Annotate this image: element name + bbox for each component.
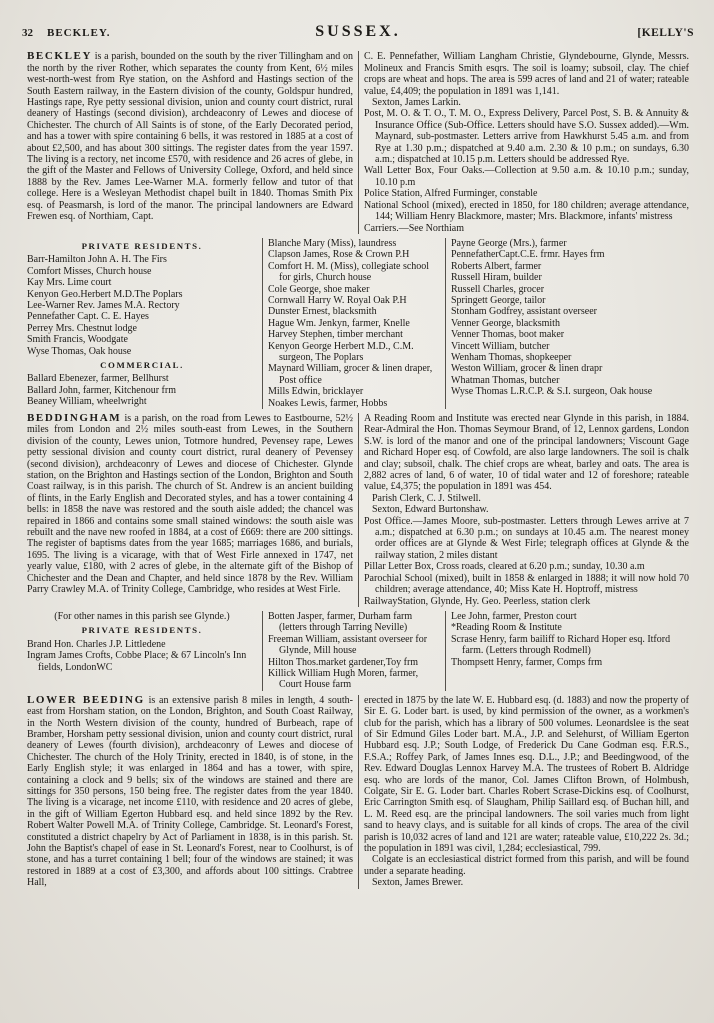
private-residents-heading: PRIVATE RESIDENTS. [81,240,203,251]
beddingham-pillar-letter-box-line: Pillar Letter Box, Cross roads, cleared at 6.20 p.m.; sunday, 10.30 a.m [364,561,645,573]
beckley-commercial-column-2 [263,238,445,409]
lower-beeding-parish-name: LOWER BEEDING [27,693,145,706]
resident-entry: Kay Mrs. Lime court [27,277,112,289]
trade-entry: Russell Hiram, builder [451,272,542,284]
beddingham-post-office-line: Post Office.—James Moore, sub-postmaster. Letters through Lewes arrive at 7 a.m.; dispatched at 6.30 p.m.; on sundays at 10.45 a.m. The nearest money order offices are at Glynde & West Firle; telegraph offices at Glynde & the railway station, 2 miles distant [364,515,689,561]
lower-beeding-colgate-paragraph: Colgate is an ecclesiastical district formed from this parish, and will be found under a separate heading. [364,854,689,877]
beddingham-right-column [359,413,694,607]
band-beddingham-lists [22,611,694,691]
private-residents-heading: PRIVATE RESIDENTS. [81,625,203,636]
beddingham-commercial-list-2 [268,611,440,691]
beddingham-private-residents-list [27,639,257,673]
resident-entry: Smith Francis, Woodgate [27,334,128,346]
trade-entry: Maynard William, grocer & linen draper, Post office [268,363,433,386]
trade-entry: Freeman William, assistant overseer for Glynde, Mill house [268,633,428,657]
trade-entry: Comfort H. M. (Miss), collegiate school for girls, Church house [268,260,430,284]
band-beddingham [22,413,694,607]
running-title-left: BECKLEY. [47,27,111,39]
trade-entry: Wyse Thomas L.R.C.P. & S.I. surgeon, Oak house [451,386,653,398]
lower-beeding-right-column [359,695,694,889]
beckley-private-residents-list [27,254,257,357]
resident-entry: Ingram James Crofts, Cobbe Place; & 67 Lincoln's Inn fields, LondonWC [27,650,247,673]
beddingham-commercial-column-2 [263,611,445,691]
beddingham-parish-name: BEDDINGHAM [27,412,122,424]
trade-entry: PennefatherCapt.C.E. frmr. Hayes frm [451,249,605,261]
trade-entry: Wenham Thomas, shopkeeper [451,351,572,363]
trade-entry: Stonham Godfrey, assistant overseer [451,306,597,318]
trade-entry: Lee John, farmer, Preston court [451,610,577,622]
beddingham-school-line: Parochial School (mixed), built in 1858 & enlarged in 1888; it will now hold 70 children; average attendance, 40; Miss Kate H. Hoptroff, mistress [364,572,689,596]
trade-entry: Thompsett Henry, farmer, Comps frm [451,656,603,668]
beddingham-intro-paragraph [27,413,353,596]
beddingham-left-column [22,413,358,607]
beckley-intro-text: is a parish, bounded on the south by the river Tillingham and on the north by the river Rother, which separates the county from Kent, 6½ miles west-north-west from Rye station, on the Ashford and Hastings section of the South Eastern railway, in the Eastern division of the county, Goldspur hundred, Hastings rape, Rye petty sessional division, union and county court district, rural deanery of Hastings (second division), archdeaconry of Lewes and diocese of Chichester. The church of All Saints is of stone, of the Early Decorated period, and has a tower with spire containing 6 bells, it was restored in 1885 at a cost of about £2,500, and has about 300 sittings. The register dates from the year 1597. The living is a rectory, net income £570, with residence and 26 acres of glebe, in the gift of the Master and Fellows of University College, Oxford, and held since 1888 by the Rev. James Lee-Warner M.A. formerly fellow and tutor of that college. Here is a Wesleyan Methodist chapel built in 1840. Thomas Smith Pix esq. of Peasmarsh, is lord of the manor. The principal landowners are Edward Frewen esq. of Northiam, Capt. [27,51,354,223]
trade-entry: Beaney William, wheelwright [27,396,147,408]
resident-entry: Perrey Mrs. Chestnut lodge [27,322,137,334]
trade-entry: Roberts Albert, farmer [451,260,542,272]
band-lower-beeding [22,695,694,889]
trade-entry: Russell Charles, grocer [451,283,545,295]
resident-entry: Brand Hon. Charles J.P. Littledene [27,638,166,650]
resident-entry: Kenyon Geo.Herbert M.D.The Poplars [27,288,183,300]
trade-entry: Venner Thomas, boot maker [451,329,565,341]
commercial-heading: COMMERCIAL. [100,359,184,370]
beckley-commercial-list-2 [268,238,440,409]
beckley-intro-paragraph [27,51,353,222]
trade-entry: Botten Jasper, farmer, Durham farm (letters through Tarring Neville) [268,610,413,634]
kellys-mark: [KELLY'S [637,27,694,39]
trade-entry: Noakes Lewis, farmer, Hobbs [268,397,388,409]
beckley-continuation: C. E. Pennefather, William Langham Christie, Glyndebourne, Glynde, Messrs. Molineux and Francis Smith esqrs. The soil is loamy; subsoil, clay. The chief crops are wheat and hops. The area is 599 acres of land and 21 of water; rateable value, £4,409; the population in 1891 was 1,141. [364,51,689,97]
beckley-carriers-line: Carriers.—See Northiam [364,222,464,234]
beddingham-residents-column [22,611,262,691]
trade-entry: *Reading Room & Institute [451,622,562,634]
beddingham-intro-text: is a parish, on the road from Lewes to Eastbourne, 52½ miles from London and 2½ miles south-east from Lewes, in the Southern division of the county, Lewes union, Totmore hundred, Pevensey rape, Lewes petty sessional division and county court district, rural deanery of Pevensey (second division), archdeaconry of Lewes and diocese of Chichester. Glynde station, on the Brighton and Hastings section of the London, Brighton and South Coast railway, is in this parish. The church of St. Andrew is an ancient building of flints, in the Early English and Decorated styles, and has a tower containing 4 bells: in 1858 the nave was restored and the south aisle added; the chancel was repaired in 1866 and contains some small stained windows: the south aisle was rebuilt and the nave new roofed in 1884, at a cost of £669: there are 200 sittings. The register of baptisms dates from the year 1685; marriages 1686, and burials, 1695. The living is a vicarage, with that of West Firle annexed in 1747, net yearly value, £180, with 2 acres of glebe, in the alternate gift of the Bishop of Chichester and the Dean and Chapter, and held since 1878 by the Rev. William Parry Crawley M.A. of Trinity College, Cambridge, who resides at West Firle. [27,413,354,596]
beckley-right-column [359,51,694,234]
beddingham-reading-room-paragraph: A Reading Room and Institute was erected near Glynde in this parish, in 1884. Rear-Admiral the Hon. Thomas Seymour Brand, of 12, Lennox gardens, London S.W. is lord of the manor and one of the principal landowners; Viscount Gage and Richard Hoper esq. of Cowfold, are also large landowners. The soil is chalk and clay; subsoil, chalk. The chief crops are wheat, barley and oats. The area is 2,882 acres of land, 6 of water, 10 of tidal water and 12 of foreshore; rateable value, £4,375; the population in 1891 was 454. [364,413,689,493]
lower-beeding-left-column [22,695,358,889]
trade-entry: Venner George, blacksmith [451,317,560,329]
lower-beeding-continuation: erected in 1875 by the late W. E. Hubbard esq. (d. 1883) and now the property of Sir E. G. Loder bart. is used, by kind permission of the owner, as a workmen's club for the parish, which has a library of 500 volumes. Leonardslee is the seat of Sir Edmund Giles Loder bart. M.A., J.P. and Selehurst, of William Egerton Hubbard esq. J.P.; South Lodge, of Frederick Du Cane Godman esq. F.R.S., F.S.A.; Roffey Park, of James Innes esq. D.L., J.P.; and Beedingwood, of the Rev. Edward Douglas Lennox Harvey M.A. The trustees of Robert B. Aldridge esq. who are lords of the manor, Col. James Clifton Brown, of Holmbush, Colgate, Sir E. G. Loder bart. Charles Robert Scrase-Dickins esq. of Coolhurst, Eric Carrington Smith esq. of Slaugham, Philip Saillard esq. of Buchan hill, and L. M. Reed esq. are the principal landowners. The soil varies much from light sand to heavy clays, and is suitable for all kinds of crops. The area of the civil parish is 10,032 acres of land and 121 are water; rateable value, £10,222 2s. 3d.; the population in 1891 was civil, 1,284; ecclesiastical, 799. [364,694,689,855]
beckley-commercial-list-1 [27,373,257,407]
trade-entry: Ballard John, farmer, Kitchenour frm [27,384,176,396]
trade-entry: Killick William Hugh Moren, farmer, Court House farm [268,667,419,691]
trade-entry: Dunster Ernest, blacksmith [268,306,377,318]
beckley-parish-name: BECKLEY [27,50,92,63]
beddingham-sexton-line: Sexton, Edward Burtonshaw. [372,504,489,516]
resident-entry: Barr-Hamilton John A. H. The Firs [27,254,167,266]
trade-entry: Hilton Thos.market gardener,Toy frm [268,656,419,668]
lower-beeding-intro-text: is an extensive parish 8 miles in length, 4 south-east from Horsham station, on the London, Brighton, and South Coast Railway, in the North Western division of the county, hundred of Burbeach, rape of Bramber, Horsham petty sessional division, union and county court district, rural deanery of Lewes (fourth division), archdeaconry of Lewes and diocese of Chichester. The church of the Holy Trinity, erected in 1840, is of stone, in the Early English style; it was enlarged in 1864 and has a tower, with spire, containing a clock and 9 bells; six of the windows are stained and there are sittings for 350 persons, 150 being free. The register dates from the year 1840. The living is a vicarage, net income £110, with residence and 20 acres of glebe, in the gift of William Egerton Hubbard esq. and held since 1892 by the Rev. Robert Walter Powell M.A. of Trinity College, Cambridge. St. Leonard's Forest, constituted a district chapelry by Act of Parliament in 1838, is in this parish. St. John the Baptist's chapel of ease in St. Leonard's Forest, near to Coolhurst, is of stone, and has a turret containing 1 bell; four of the windows are stained; it was restored in 1889 at a cost of £3,300, and affords about 100 sittings. Crabtree Hall, [27,694,354,889]
trade-entry: Vincett William, butcher [451,340,550,352]
resident-entry: Wyse Thomas, Oak house [27,345,132,357]
trade-entry: Whatman Thomas, butcher [451,374,560,386]
beckley-post-office-line: Post, M. O. & T. O., T. M. O., Express Delivery, Parcel Post, S. B. & Annuity & Insurance Office (Sub-Office. Letters should have S.O. Sussex added).—Wm. Maynard, sub-postmaster. Letters arrive from Hawkhurst 5.45 a.m. and from Rye at 1.30 p.m.; dispatched at 9.40 a.m. 2.30 & 10 p.m.; on sundays, 6.30 a.m.; dispatched at 10.15 p.m. Letters should be addressed Rye. [364,108,689,166]
beddingham-parish-clerk-line: Parish Clerk, C. J. Stilwell. [372,492,481,504]
beckley-left-column [22,51,358,234]
beckley-commercial-list-3 [451,238,689,398]
trade-entry: Weston William, grocer & linen drapr [451,363,603,375]
page-header [22,23,694,40]
lower-beeding-intro-paragraph [27,695,353,889]
resident-entry: Pennefather Capt. C. E. Hayes [27,311,149,323]
trade-entry: Scrase Henry, farm bailiff to Richard Hoper esq. Itford farm. (Letters through Rodmell) [451,633,671,657]
beckley-sexton-line: Sexton, James Larkin. [372,97,461,109]
resident-entry: Comfort Misses, Church house [27,265,152,277]
beckley-police-line: Police Station, Alfred Furminger, constable [364,188,538,200]
beckley-school-line: National School (mixed), erected in 1850, for 180 children; average attendance, 144; William Henry Blackmore, master; Mrs. Blackmore, infants' mistress [364,199,689,223]
trade-entry: Mills Edwin, bricklayer [268,386,364,398]
beddingham-railway-line: RailwayStation, Glynde, Hy. Geo. Peerless, station clerk [364,595,591,607]
trade-entry: Kenyon George Herbert M.D., C.M. surgeon, The Poplars [268,340,414,363]
beddingham-commercial-column-3 [446,611,694,691]
trade-entry: Clapson James, Rose & Crown P.H [268,249,410,261]
trade-entry: Ballard Ebenezer, farmer, Bellhurst [27,373,169,385]
beddingham-commercial-list-3 [451,611,689,668]
beckley-wall-letter-box-line: Wall Letter Box, Four Oaks.—Collection at 9.50 a.m. & 10.10 p.m.; sunday, 10.10 p.m [364,165,689,188]
trade-entry: Harvey Stephen, timber merchant [268,329,403,341]
lower-beeding-sexton-line: Sexton, James Brewer. [372,877,464,889]
beckley-residents-column [22,238,262,409]
county-title: SUSSEX. [315,23,401,40]
trade-entry: Blanche Mary (Miss), laundress [268,237,397,249]
running-header-left [22,28,246,39]
resident-entry: Lee-Warner Rev. James M.A. Rectory [27,299,180,311]
page-number: 32 [22,27,33,39]
beddingham-see-note: (For other names in this parish see Glynde.) [54,610,230,622]
trade-entry: Cole George, shoe maker [268,283,370,295]
trade-entry: Payne George (Mrs.), farmer [451,237,567,249]
trade-entry: Cornwall Harry W. Royal Oak P.H [268,294,407,306]
trade-entry: Springett George, tailor [451,294,546,306]
band-beckley [22,51,694,234]
trade-entry: Hague Wm. Jenkyn, farmer, Knelle [268,317,410,329]
band-beckley-lists [22,238,694,409]
beckley-commercial-column-3 [446,238,694,409]
